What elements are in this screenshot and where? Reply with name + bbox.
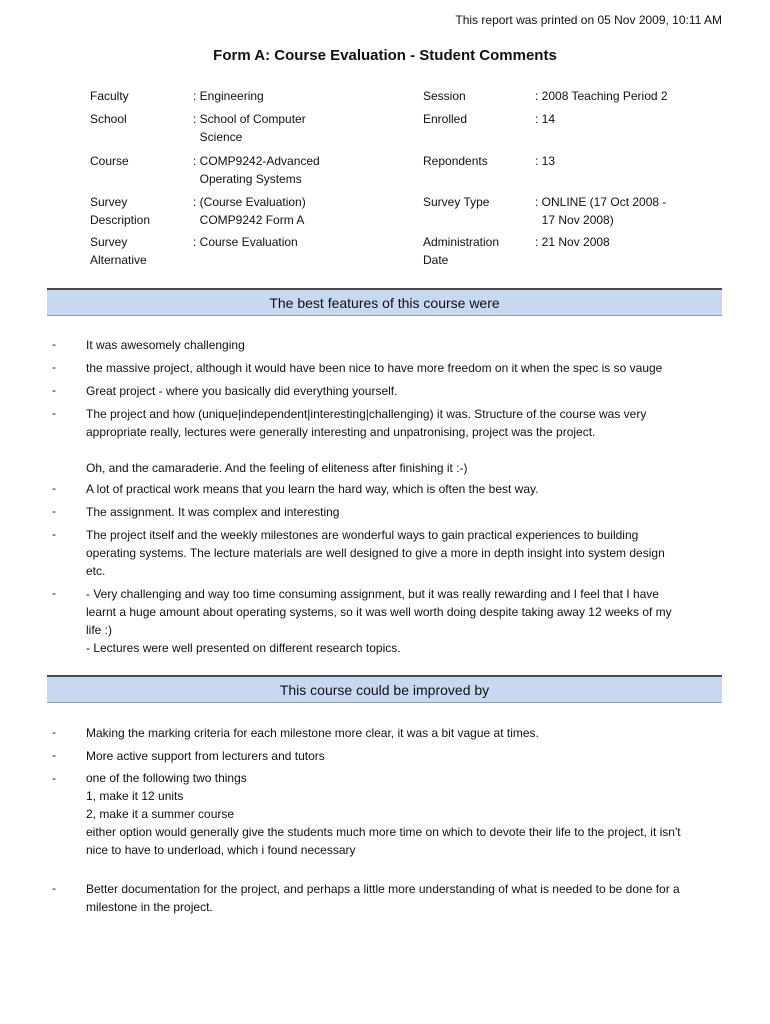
list-bullet: -: [52, 725, 56, 739]
list-item: More active support from lecturers and tutors: [86, 749, 325, 763]
list-item: Making the marking criteria for each milestone more clear, it was a bit vague at times.: [86, 726, 539, 740]
list-bullet: -: [52, 406, 56, 420]
best-features-heading: The best features of this course were: [47, 288, 722, 316]
survey-description-value: : (Course Evaluation) COMP9242 Form A: [193, 195, 306, 227]
list-item: It was awesomely challenging: [86, 338, 245, 352]
survey-type-label: Survey Type: [423, 195, 490, 209]
list-bullet: -: [52, 504, 56, 518]
administration-date-value: : 21 Nov 2008: [535, 235, 610, 249]
course-label: Course: [90, 154, 129, 168]
enrolled-label: Enrolled: [423, 112, 468, 126]
respondents-value: : 13: [535, 154, 556, 168]
session-value: : 2008 Teaching Period 2: [535, 89, 668, 103]
list-bullet: -: [52, 360, 56, 374]
list-item: Better documentation for the project, and perhaps a little more understanding of what is needed to be done for a milestone in the project.: [86, 882, 680, 914]
survey-alternative-label: Survey Alternative: [90, 235, 147, 267]
improvements-heading: This course could be improved by: [47, 675, 722, 703]
session-label: Session: [423, 89, 466, 103]
list-bullet: -: [52, 881, 56, 895]
faculty-label: Faculty: [90, 89, 129, 103]
survey-type-value: : ONLINE (17 Oct 2008 - 17 Nov 2008): [535, 195, 667, 227]
print-timestamp: This report was printed on 05 Nov 2009, 10:11 AM: [455, 13, 722, 27]
list-item: one of the following two things 1, make it 12 units 2, make it a summer course either option would generally give the students much more time on which to devote their life to the project, it isn't nice to have to underload, which i found necessary: [86, 771, 681, 857]
survey-description-label: Survey Description: [90, 195, 151, 227]
list-bullet: -: [52, 748, 56, 762]
list-item: The project and how (unique|independent|interesting|challenging) it was. Structure of the course was very appropriate really, lectures were generally interesting and unpatronising, project was the project. Oh, and the camaraderie. And the feeling of eliteness after finishing it :-): [86, 407, 647, 475]
course-value: : COMP9242-Advanced Operating Systems: [193, 154, 320, 186]
school-label: School: [90, 112, 127, 126]
list-item: Great project - where you basically did everything yourself.: [86, 384, 398, 398]
list-item: - Very challenging and way too time consuming assignment, but it was really rewarding and I feel that I have learnt a huge amount about operating systems, so it was well worth doing despite taking away 12 weeks of my life :) - Lectures were well presented on different research topics.: [86, 587, 672, 655]
school-value: : School of Computer Science: [193, 112, 306, 144]
list-item: The project itself and the weekly milestones are wonderful ways to gain practical experiences to building operating systems. The lecture materials are well designed to give a more in depth insight into system design etc.: [86, 528, 665, 578]
enrolled-value: : 14: [535, 112, 556, 126]
list-bullet: -: [52, 527, 56, 541]
list-item: the massive project, although it would have been nice to have more freedom on it when the spec is so vauge: [86, 361, 663, 375]
administration-date-label: Administration Date: [423, 235, 500, 267]
list-bullet: -: [52, 337, 56, 351]
list-bullet: -: [52, 481, 56, 495]
list-bullet: -: [52, 586, 56, 600]
list-item: The assignment. It was complex and interesting: [86, 505, 340, 519]
list-bullet: -: [52, 383, 56, 397]
survey-alternative-value: : Course Evaluation: [193, 235, 298, 249]
list-item: A lot of practical work means that you learn the hard way, which is often the best way.: [86, 482, 539, 496]
faculty-value: : Engineering: [193, 89, 264, 103]
page-title: Form A: Course Evaluation - Student Comments: [213, 47, 557, 64]
respondents-label: Repondents: [423, 154, 488, 168]
list-bullet: -: [52, 771, 56, 785]
